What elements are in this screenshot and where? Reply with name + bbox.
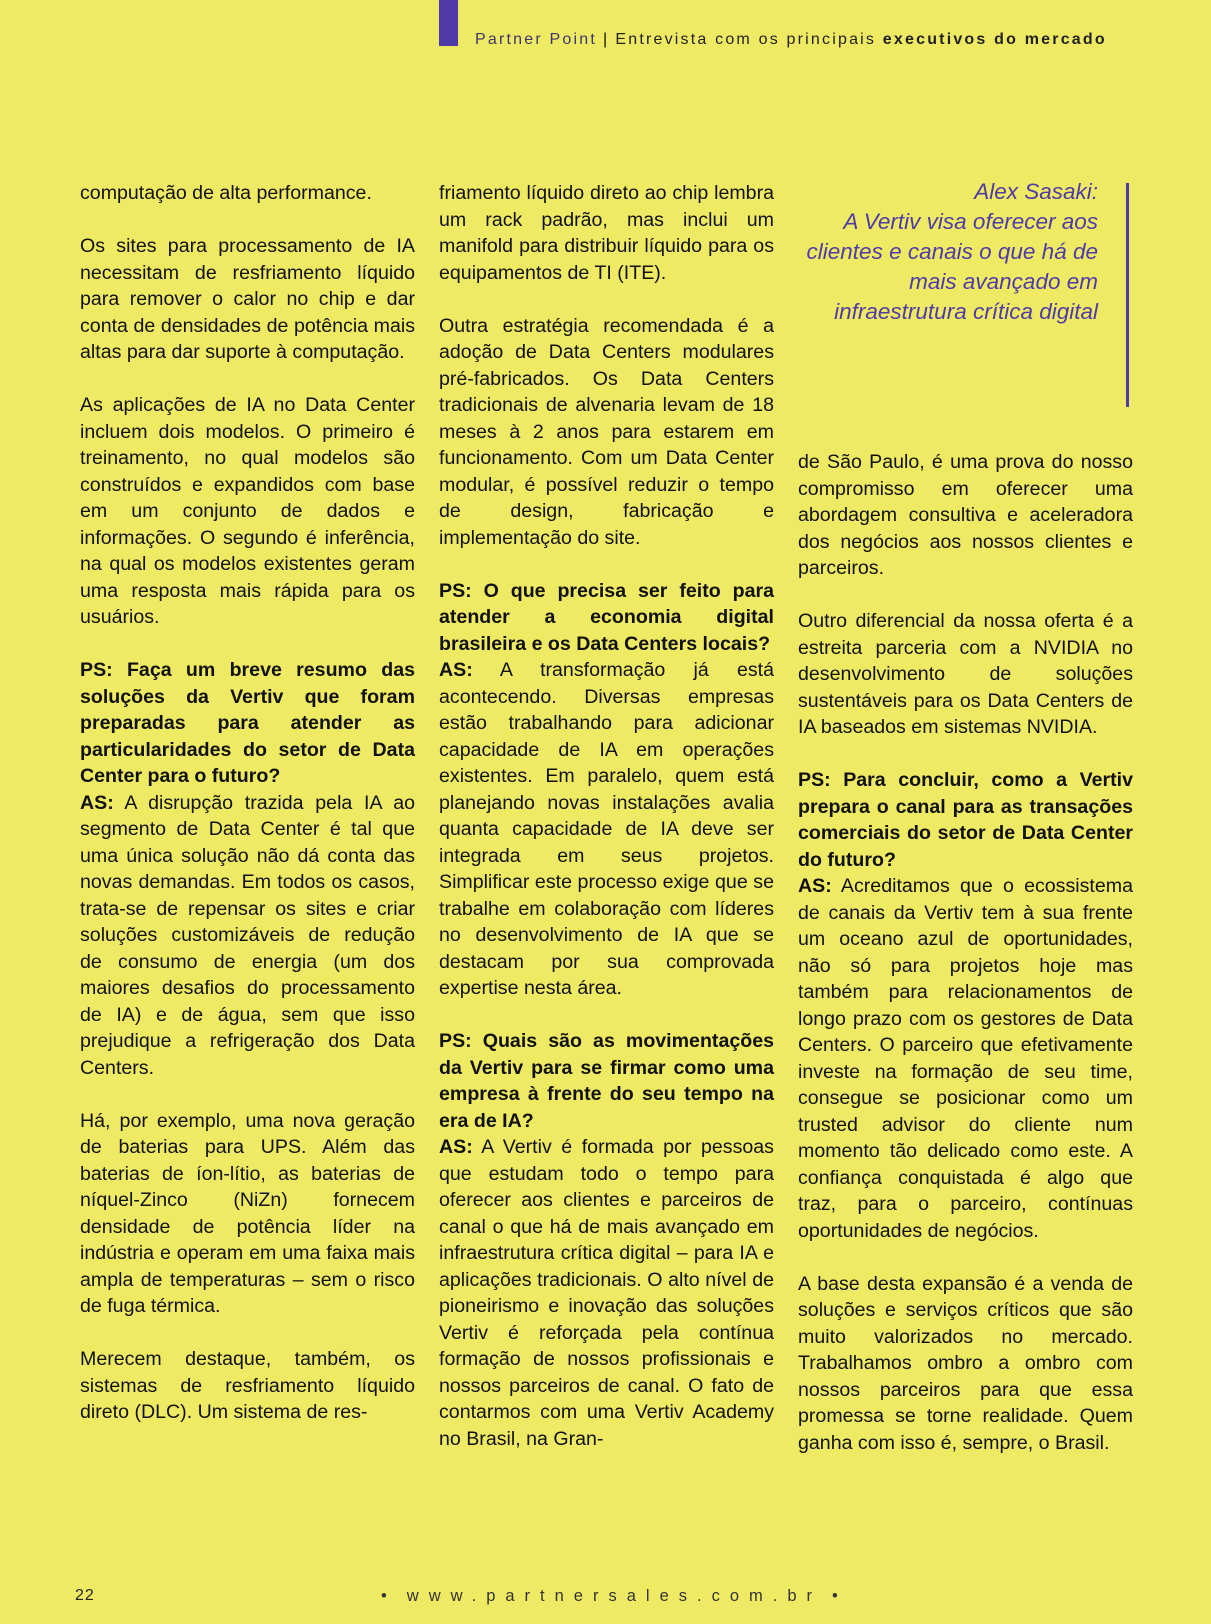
footer-url <box>371 1587 858 1606</box>
answer-label: AS: <box>439 659 473 681</box>
paragraph: Outra estratégia recomendada é a adoção de Data Centers modulares pré-fabricados. Os Data Centers tradicionais de alvenaria levam de 18 meses à 2 anos para estarem em funcionamento. Com um Data Center modular, é possível reduzir o tempo de design, fabricação e implementação do site. <box>439 314 774 549</box>
page-number: 22 <box>75 1587 95 1604</box>
paragraph: Outro diferencial da nossa oferta é a estreita parceria com a NVIDIA no desenvolvimento de soluções sustentáveis para os Data Centers de IA baseados em sistemas NVIDIA. <box>798 610 1133 738</box>
answer-text: A disrupção trazida pela IA ao segmento de Data Center é tal que uma única solução não dá conta das novas demandas. Em todos os casos, trata-se de repensar os sites e criar soluções customizáveis de redução de consumo de energia (um dos maiores desafios do processamento de IA) e de água, sem que isso prejudique a refrigeração dos Data Centers. <box>80 791 415 1079</box>
interview-answer <box>439 1134 774 1452</box>
website-url: www.partnersales.com.br <box>406 1587 823 1605</box>
answer-label: AS: <box>80 791 114 814</box>
paragraph: Merecem destaque, também, os sistemas de resfriamento líquido direto (DLC). Um sistema de res- <box>80 1348 415 1423</box>
paragraph: As aplicações de IA no Data Center incluem dois modelos. O primeiro é treinamento, no qual modelos são construídos e expandidos com base em um conjunto de dados e informações. O segundo é inferência, na qual os modelos existentes geram uma resposta mais rápida para os usuários. <box>80 394 415 628</box>
column-3 <box>798 449 1133 1456</box>
header-accent-bar <box>439 0 458 46</box>
header-title-bold: executivos do mercado <box>882 31 1107 48</box>
answer-text: Acreditamos que o ecossistema de canais da Vertiv tem à sua frente um oceano azul de oportunidades, não só para projetos hoje mas também para relacionamentos de longo prazo com os gestores de Data Centers. O parceiro que efetivamente investe na formação de seu time, consegue se posicionar como um trusted advisor do cliente num momento tão delicado como este. A confiança conquistada é algo que traz, para o parceiro, contínuas oportunidades de negócios. <box>798 875 1133 1242</box>
interview-question: PS: Faça um breve resumo das soluções da Vertiv que foram preparadas para atender as particularidades do setor de Data Center para o futuro? <box>80 659 415 787</box>
interview-question: PS: Para concluir, como a Vertiv prepara o canal para as transações comerciais do setor de Data Center do futuro? <box>798 769 1133 871</box>
answer-text: A Vertiv é formada por pessoas que estudam todo o tempo para oferecer aos clientes e parceiros de canal o que há de mais avançado em infraestrutura crítica digital – para IA e aplicações tradicionais. O alto nível de pioneirismo e inovação das soluções Vertiv é reforçada pela contínua formação de nossos profissionais e nossos parceiros de canal. O fato de contarmos com uma Vertiv Academy no Brasil, na Gran- <box>439 1136 774 1450</box>
pull-quote <box>780 177 1098 327</box>
paragraph: Há, por exemplo, uma nova geração de baterias para UPS. Além das baterias de íon-lítio, as baterias de níquel-Zinco (NiZn) fornecem densidade de potência líder na indústria e operam em uma faixa mais ampla de temperaturas – sem o risco de fuga térmica. <box>80 1109 415 1317</box>
header-title: Entrevista com os principais <box>615 31 877 48</box>
header-separator: | <box>602 31 610 48</box>
answer-label: AS: <box>798 875 832 897</box>
interview-answer <box>798 873 1133 1244</box>
column-1 <box>80 180 415 1426</box>
column-2 <box>439 180 774 1452</box>
paragraph: computação de alta performance. <box>80 182 372 204</box>
interview-answer <box>80 790 415 1082</box>
paragraph: A base desta expansão é a venda de soluções e serviços críticos que são muito valorizados no mercado. Trabalhamos ombro a ombro com nossos parceiros para que essa promessa se torne realidade. Quem ganha com isso é, sempre, o Brasil. <box>798 1272 1133 1454</box>
page-header <box>475 31 1107 49</box>
interview-answer <box>439 657 774 1002</box>
bullet-icon: • <box>832 1587 848 1605</box>
bullet-icon: • <box>381 1587 397 1605</box>
paragraph: friamento líquido direto ao chip lembra um rack padrão, mas inclui um manifold para distribuir líquido para os equipamentos de TI (ITE). <box>439 182 774 284</box>
paragraph: de São Paulo, é uma prova do nosso compromisso em oferecer uma abordagem consultiva e aceleradora dos negócios aos nossos clientes e parceiros. <box>798 451 1133 579</box>
answer-text: A transformação já está acontecendo. Diversas empresas estão trabalhando para adicionar capacidade de IA em operações existentes. Em paralelo, quem está planejando novas instalações avalia quanta capacidade de IA deve ser integrada em seus projetos. Simplificar este processo exige que se trabalhe em colaboração com líderes no desenvolvimento de IA que se destacam por sua comprovada expertise nesta área. <box>439 659 774 999</box>
pull-quote-text: A Vertiv visa oferecer aos clientes e canais o que há de mais avançado em infraestrutura crítica digital <box>806 209 1098 324</box>
interview-question: PS: O que precisa ser feito para atender a economia digital brasileira e os Data Centers locais? <box>439 579 774 655</box>
pull-quote-rule <box>1126 183 1129 407</box>
answer-label: AS: <box>439 1136 473 1158</box>
header-section: Partner Point <box>475 31 597 48</box>
interview-question: PS: Quais são as movimentações da Vertiv para se firmar como uma empresa à frente do seu tempo na era de IA? <box>439 1030 774 1132</box>
paragraph: Os sites para processamento de IA necessitam de resfriamento líquido para remover o calor no chip e dar conta de densidades de potência mais altas para dar suporte à computação. <box>80 235 415 363</box>
pull-quote-author: Alex Sasaki: <box>974 179 1098 204</box>
